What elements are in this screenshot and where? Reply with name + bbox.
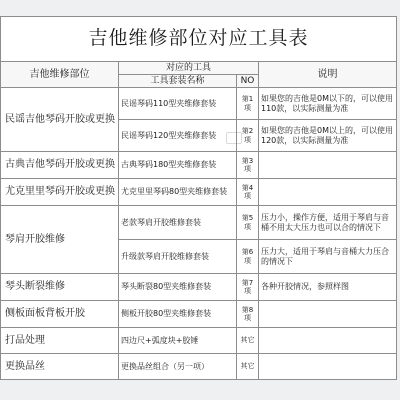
category-cell: 更换品丝 xyxy=(1,354,119,380)
table-row xyxy=(1,301,397,328)
no-cell: 第8项 xyxy=(237,301,259,328)
note-cell: 如果您的吉他是0M以下的，可以使用110款，以实际测量为准 xyxy=(259,88,397,120)
header-remarks: 说明 xyxy=(259,62,397,88)
note-cell: 各种开胶情况，参照样图 xyxy=(259,274,397,301)
table-row xyxy=(1,328,397,354)
table-row xyxy=(1,354,397,380)
table-row xyxy=(1,152,397,179)
category-cell: 侧板面板背板开胶 xyxy=(1,301,119,328)
note-cell xyxy=(259,301,397,328)
header-tool-name: 工具套装名称 xyxy=(119,75,237,88)
header-no: NO xyxy=(237,75,259,88)
note-cell xyxy=(259,328,397,354)
note-cell xyxy=(259,152,397,179)
category-cell: 古典吉他琴码开胶或更换 xyxy=(1,152,119,179)
tool-cell: 民谣琴码110型夹维修套装 xyxy=(119,88,237,120)
note-cell xyxy=(259,179,397,206)
table-row xyxy=(1,274,397,301)
table-row xyxy=(1,88,397,120)
note-cell: 压力大，适用于琴肩与音桶大力压合的情况下 xyxy=(259,240,397,274)
category-cell: 尤克里里琴码开胶或更换 xyxy=(1,179,119,206)
tool-cell: 老款琴肩开胶维修套装 xyxy=(119,206,237,240)
no-cell: 第1项 xyxy=(237,88,259,120)
tool-cell: 侧板开胶80型夹维修套装 xyxy=(119,301,237,328)
tool-cell: 民谣琴码120型夹维修套装 xyxy=(119,120,237,152)
note-cell: 压力小，操作方便，适用于琴肩与音桶不用太大压力也可以合的情况下 xyxy=(259,206,397,240)
note-cell xyxy=(259,354,397,380)
note-cell: 如果您的吉他是0M以上的，可以使用120款，以实际测量为准 xyxy=(259,120,397,152)
table-row xyxy=(1,206,397,240)
tool-cell: 琴头断裂80型夹维修套装 xyxy=(119,274,237,301)
category-cell: 琴肩开胶维修 xyxy=(1,206,119,274)
no-cell: 第6项 xyxy=(237,240,259,274)
category-cell: 民谣吉他琴码开胶或更换 xyxy=(1,88,119,152)
category-cell: 琴头断裂维修 xyxy=(1,274,119,301)
tool-cell: 四边尺+弧度块+胶锤 xyxy=(119,328,237,354)
header-tools-group: 对应的工具 xyxy=(119,62,259,75)
no-cell: 第5项 xyxy=(237,206,259,240)
repair-tool-table xyxy=(0,16,397,380)
no-cell: 第7项 xyxy=(237,274,259,301)
table-title: 吉他维修部位对应工具表 xyxy=(1,17,397,62)
header-category: 吉他维修部位 xyxy=(1,62,119,88)
tool-cell: 尤克里里琴码80型夹维修套装 xyxy=(119,179,237,206)
tool-cell: 更换品丝组合（另一项） xyxy=(119,354,237,380)
tool-cell: 升级款琴肩开胶维修套装 xyxy=(119,240,237,274)
category-cell: 打品处理 xyxy=(1,328,119,354)
table-row xyxy=(1,179,397,206)
tool-cell: 古典琴码180型夹维修套装 xyxy=(119,152,237,179)
no-cell: 第2项 xyxy=(237,120,259,152)
no-cell: 第4项 xyxy=(237,179,259,206)
no-cell: 第3项 xyxy=(237,152,259,179)
no-cell: 其它 xyxy=(237,354,259,380)
no-cell: 其它 xyxy=(237,328,259,354)
